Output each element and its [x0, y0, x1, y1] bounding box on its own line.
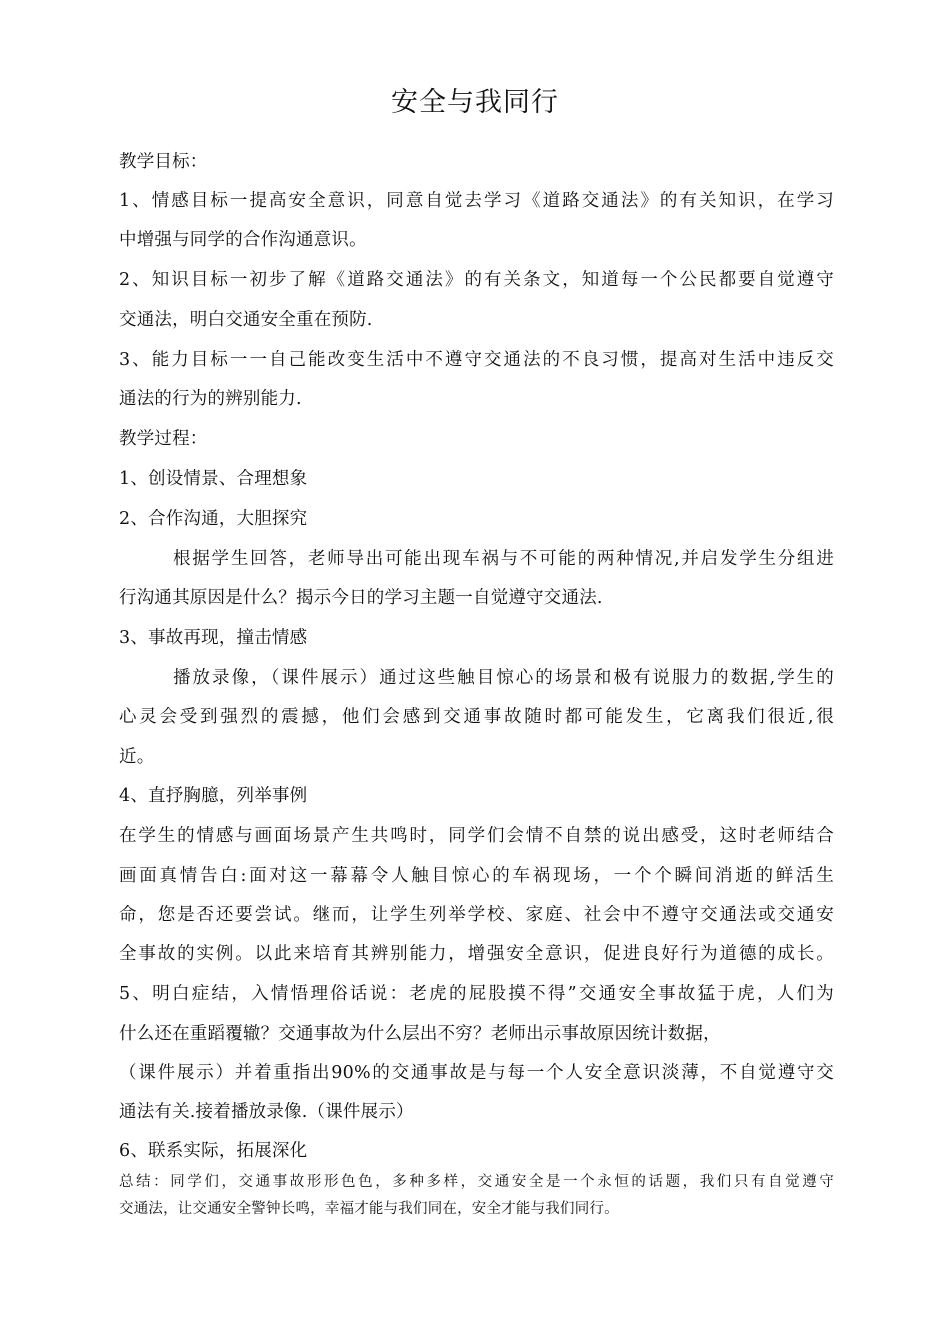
text-line: 6、联系实际，拓展深化 [119, 1141, 308, 1161]
heading-teaching-goals: 教学目标： [119, 152, 208, 172]
text-line: 行沟通其原因是什么？揭示今日的学习主题一自觉遵守交通法. [119, 588, 603, 608]
text-line: 播放录像，（课件展示）通过这些触目惊心的场景和极有说服力的数据,学生的 [173, 668, 834, 688]
summary-line: 总结：同学们，交通事故形形色色，多种多样，交通安全是一个永恒的话题，我们只有自觉遵守 [119, 1174, 834, 1190]
text-line: 3、事故再现，撞击情感 [119, 628, 308, 648]
text-line: 1、情感目标一提高安全意识，同意自觉去学习《道路交通法》的有关知识，在学习 [119, 191, 834, 211]
text-line: 全事故的实例。以此来培育其辨别能力，增强安全意识，促进良好行为道德的成长。 [119, 944, 834, 964]
text-line: 中增强与同学的合作沟通意识。 [119, 230, 367, 250]
text-line: 什么还在重蹈覆辙？交通事故为什么层出不穷？老师出示事故原因统计数据， [119, 1024, 721, 1044]
text-line: 交通法，明白交通安全重在预防. [119, 310, 373, 330]
text-line: 画面真情告白:面对这一幕幕令人触目惊心的车祸现场，一个个瞬间消逝的鲜活生 [119, 866, 834, 886]
text-line: （课件展示）并着重指出90%的交通事故是与每一个人安全意识淡薄，不自觉遵守交 [119, 1063, 834, 1083]
text-line: 2、知识目标一初步了解《道路交通法》的有关条文，知道每一个公民都要自觉遵守 [119, 270, 834, 290]
text-line: 在学生的情感与画面场景产生共鸣时，同学们会情不自禁的说出感受，这时老师结合 [119, 826, 834, 846]
text-line: 2、合作沟通，大胆探究 [119, 509, 308, 529]
text-line: 通法有关.接着播放录像.（课件展示） [119, 1102, 414, 1122]
text-line: 4、直抒胸臆，列举事例 [119, 786, 308, 806]
text-line: 根据学生回答，老师导出可能出现车祸与不可能的两种情况,并启发学生分组进 [173, 549, 834, 569]
text-line: 3、能力目标一一自己能改变生活中不遵守交通法的不良习惯，提高对生活中违反交 [119, 350, 834, 370]
summary-line: 交通法，让交通安全警钟长鸣，幸福才能与我们同在，安全才能与我们同行。 [119, 1201, 619, 1217]
text-line: 5、明白症结，入情悟理俗话说：老虎的屁股摸不得”交通安全事故猛于虎，人们为 [119, 984, 834, 1004]
text-line: 通法的行为的辨别能力. [119, 389, 302, 409]
text-line: 近。 [119, 747, 155, 767]
text-line: 心灵会受到强烈的震撼，他们会感到交通事故随时都可能发生，它离我们很近,很 [119, 707, 834, 727]
heading-teaching-process: 教学过程： [119, 429, 208, 449]
text-line: 1、创设情景、合理想象 [119, 469, 308, 489]
text-line: 命，您是否还要尝试。继而，让学生列举学校、家庭、社会中不遵守交通法或交通安 [119, 905, 834, 925]
document-title: 安全与我同行 [391, 87, 559, 118]
